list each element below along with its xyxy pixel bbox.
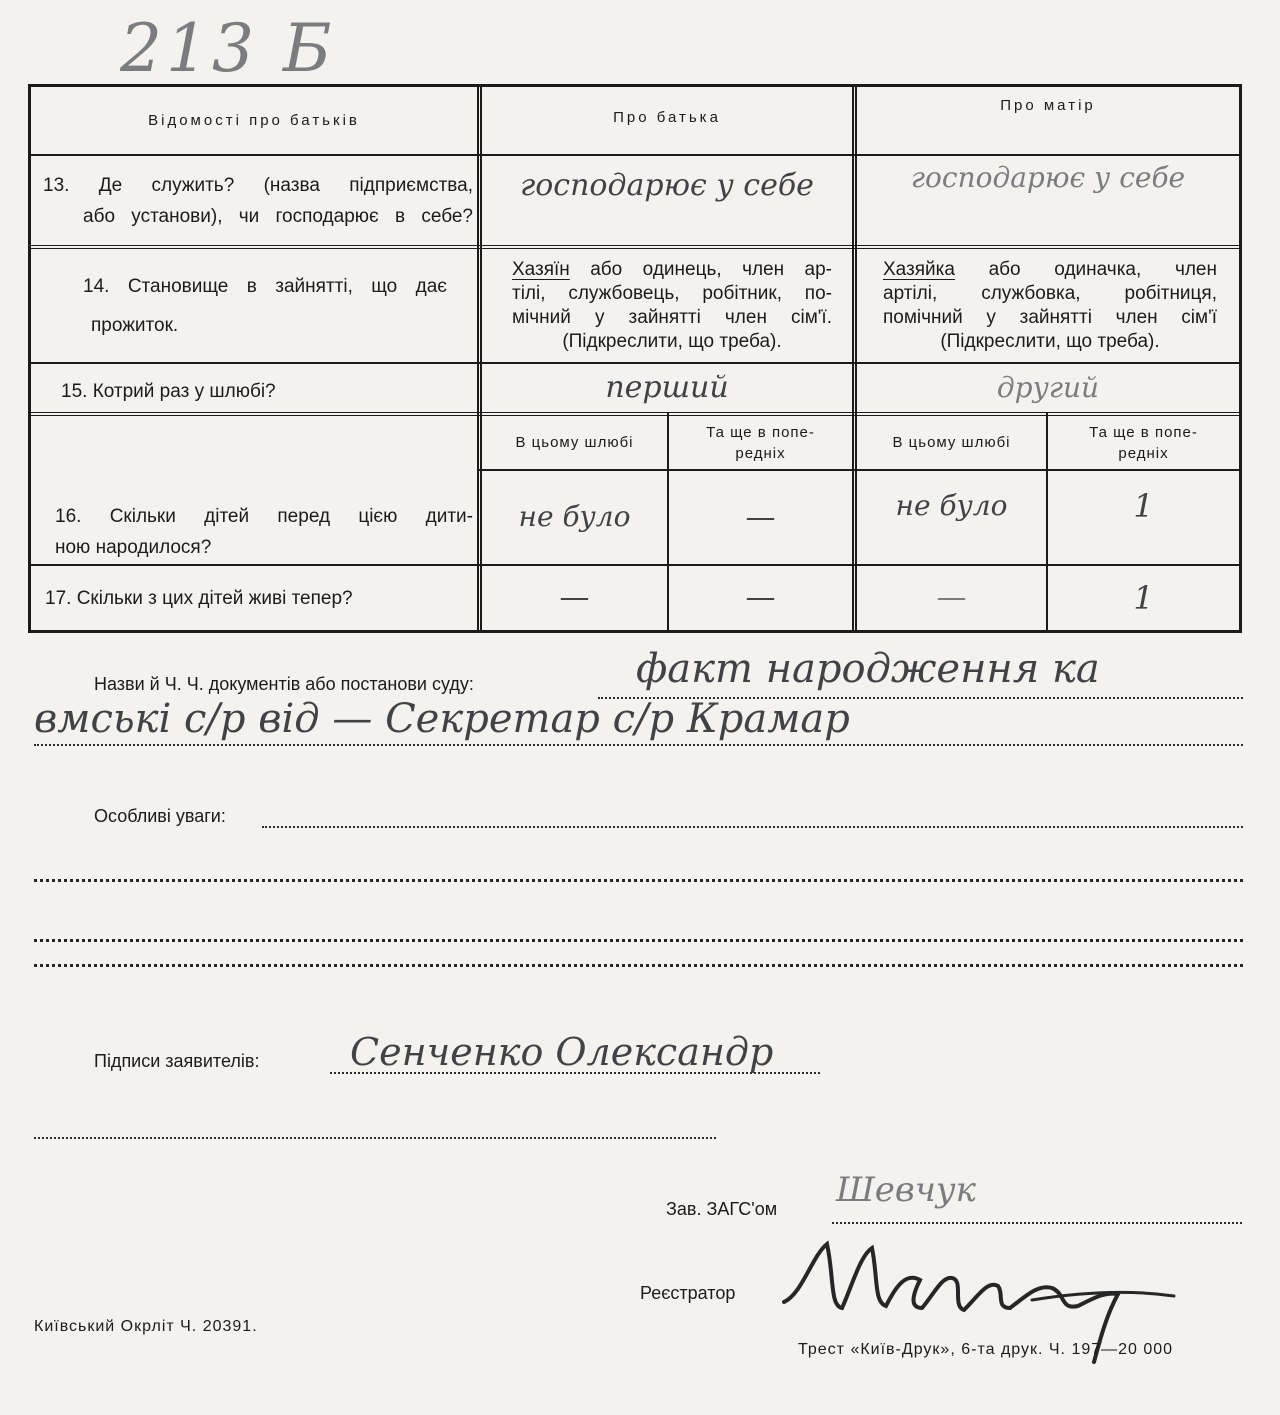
header-father: Про батька: [613, 109, 721, 127]
applicants-signatures-label: Підписи заявителів:: [94, 1051, 260, 1071]
mother-marriage-count-cell: [857, 364, 1239, 412]
father-children-previous-cell: [669, 471, 852, 564]
documents-value-line2: вмські с/р від — Секретар с/р Крамар: [34, 696, 850, 742]
footer-censor-note: Київський Окрліт Ч. 20391.: [34, 1318, 258, 1335]
footer-printer-note: Трест «Київ-Друк», 6-та друк. Ч. 197—20 000: [798, 1341, 1174, 1358]
applicants-signatures-value: Сенченко Олександр: [350, 1030, 774, 1074]
registry-head-label: Зав. ЗАГС'ом: [666, 1199, 778, 1219]
question-17: [31, 566, 477, 630]
documents-label: Назви й Ч. Ч. документів або постанови суду:: [94, 674, 474, 694]
father-children-alive-this-cell: [482, 566, 667, 630]
header-parents-info: Відомості про батьків: [148, 111, 360, 129]
corner-note: 213 Б: [120, 10, 336, 87]
mother-children-alive-previous-value: 1: [1133, 578, 1154, 617]
mother-children-alive-previous-cell: [1048, 566, 1239, 630]
mother-options-line4: (Підкреслити, що треба).: [940, 330, 1160, 352]
father-occupation-options: [482, 249, 852, 362]
mother-workplace-value: господарює у себе: [910, 160, 1186, 194]
mother-children-previous-value: 1: [1133, 486, 1154, 525]
parents-info-table: [28, 84, 1242, 633]
father-options-line1: або одинець, член ар-: [569, 258, 832, 280]
registrar-signature: [798, 1296, 841, 1310]
question-16-line1: 16. Скільки дітей перед цією дити-: [55, 505, 473, 527]
mother-previous-header-line1: Та ще в попе-: [1089, 423, 1198, 441]
mother-marriage-count-value: другий: [996, 370, 1100, 404]
header-mother: Про матір: [1000, 97, 1096, 115]
father-children-this-cell: [482, 471, 667, 564]
father-children-previous-value: —: [745, 499, 776, 535]
remarks-label: Особливі уваги:: [94, 806, 226, 826]
mother-children-previous-cell: [1048, 471, 1239, 541]
documents-value-line1: факт народження ка: [636, 646, 1100, 692]
mother-children-alive-this-cell: [857, 566, 1046, 630]
father-workplace-cell: [482, 156, 852, 216]
father-options-line4: (Підкреслити, що треба).: [562, 330, 782, 352]
mother-children-this-cell: [857, 471, 1046, 541]
question-15: [31, 364, 477, 412]
father-previous-marriages-header: [669, 416, 852, 469]
registrar-label: Реєстратор: [640, 1283, 736, 1303]
question-15-text: 15. Котрий раз у шлюбі?: [61, 380, 276, 402]
mother-children-this-value: не було: [895, 488, 1008, 522]
father-this-marriage-header: В цьому шлюбі: [515, 434, 634, 451]
mother-workplace-cell: [857, 156, 1239, 200]
father-children-alive-this-value: —: [559, 580, 590, 616]
question-14: [31, 249, 477, 362]
registry-head-signature: Шевчук: [836, 1170, 976, 1210]
father-children-alive-previous-value: —: [745, 580, 776, 616]
father-options-line2: тілі, службовець, робітник, по-: [512, 282, 832, 304]
question-16-line2: ною народилося?: [55, 536, 212, 558]
father-previous-header-line2: редніх: [735, 444, 786, 462]
mother-options-line3: помічний у зайнятті член сім'ї: [883, 306, 1217, 328]
question-13-line1: 13. Де служить? (назва підприємства,: [43, 174, 473, 196]
father-option-owner: Хазяїн: [512, 258, 570, 280]
father-marriage-count-value: перший: [605, 370, 729, 406]
father-previous-header-line1: Та ще в попе-: [706, 423, 815, 441]
question-13-line2: або установи), чи господарює в себе?: [83, 205, 473, 227]
question-14-line1: 14. Становище в зайнятті, що дає: [83, 275, 447, 297]
question-16: [31, 471, 477, 564]
question-13: [31, 156, 477, 245]
mother-children-alive-this-value: —: [936, 580, 967, 616]
father-children-alive-previous-cell: [669, 566, 852, 630]
question-17-text: 17. Скільки з цих дітей живі тепер?: [45, 587, 353, 609]
question-14-line2: прожиток.: [91, 314, 179, 336]
mother-options-line2: артілі, службовка, робітниця,: [883, 282, 1217, 304]
mother-option-owner: Хазяйка: [883, 258, 955, 280]
father-workplace-value: господарює у себе: [520, 168, 814, 204]
mother-this-marriage-header: В цьому шлюбі: [892, 434, 1011, 451]
father-options-line3: мічний у зайнятті член сім'ї.: [512, 306, 832, 328]
father-children-this-value: не було: [518, 500, 631, 534]
mother-options-line1: або одиначка, член: [954, 258, 1217, 280]
mother-previous-header-line2: редніх: [1118, 444, 1169, 462]
father-marriage-count-cell: [482, 364, 852, 412]
mother-previous-marriages-header: [1048, 416, 1239, 469]
mother-occupation-options: [857, 249, 1239, 362]
